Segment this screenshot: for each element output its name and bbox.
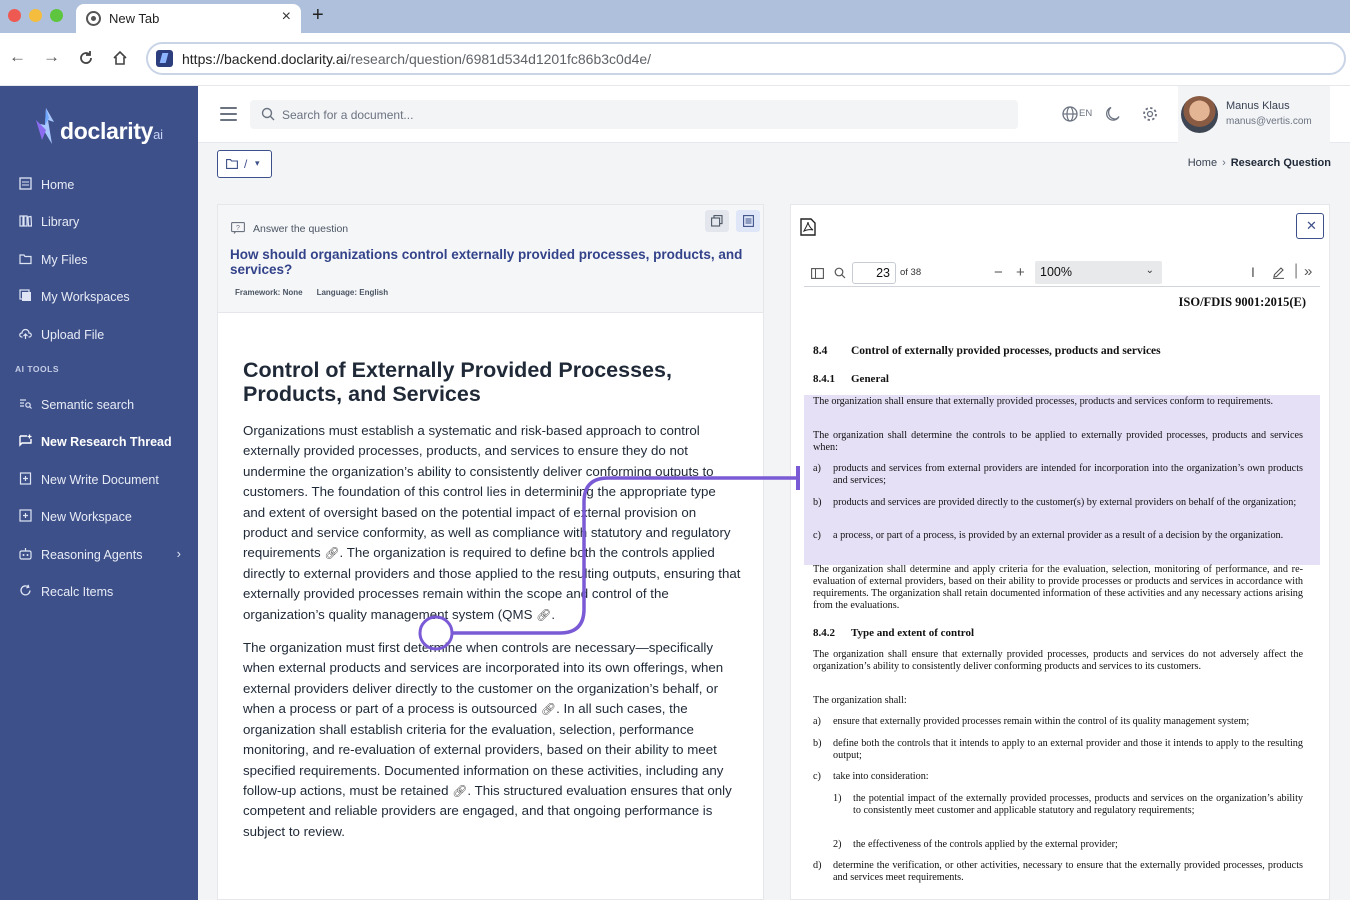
pen-icon[interactable] [1272,266,1285,279]
citation-link-icon[interactable]: 🔗︎ [452,783,468,798]
browser-nav-bar [0,33,1350,86]
sidebar-item-reasoning-agents[interactable]: Reasoning Agents › [19,544,189,570]
site-favicon [156,50,173,67]
question-title: How should organizations control externally provided processes, products, and services? [230,247,743,277]
pdf-toolbar: 23 of 38 − + 100% ⌄ I | » [804,261,1320,287]
browser-tab-bar [0,0,1350,33]
close-icon: ✕ [1306,218,1317,233]
text-cursor-icon[interactable]: I [1251,264,1255,280]
pdf-list-item: a) ensure that externally provided processes remain within the control of its quality management system; [813,716,1250,727]
question-header: ? Answer the question How should organizations control externally provided processes, products, and services? Framework: None Language: English [218,205,763,313]
pdf-list-item: 2) the effectiveness of the controls applied by the external provider; [833,839,1118,850]
sidebar: doclarityai Home Library My Files My Workspaces Upload File AI TOOLS Semantic search New Research Thread New Write Document New Workspace Reasoning Agents › Recalc Items [0,86,198,900]
pdf-document-id: ISO/FDIS 9001:2015(E) [1178,295,1306,309]
sidebar-item-home[interactable]: Home [19,174,189,200]
citation-link-icon[interactable]: 🔗︎ [536,607,552,622]
answer-title: Control of Externally Provided Processes, Products, and Services [243,358,672,406]
globe-icon[interactable] [1061,105,1079,123]
pdf-paragraph: The organization shall determine and apply criteria for the evaluation, selection, monitoring of performance, and re-evaluation of external providers, based on their ability to provide processes or products and services in accordance with requirements. The organization shall retain documented information of these activities and any necessary actions arising from the evaluations. [813,564,1303,611]
write-document-icon [19,472,32,485]
search-icon[interactable] [834,267,846,279]
home-browser-icon[interactable] [112,50,128,66]
recalc-icon [19,584,32,597]
sidebar-item-recalc-items[interactable]: Recalc Items [19,581,189,607]
gear-icon[interactable] [1141,105,1159,123]
answer-panel [217,204,764,900]
answer-paragraph: Organizations must establish a systematic and risk-based approach to control externally provided processes, products, and services to ensure they do not undermine the organization’s ability to consistently deliver conforming outputs to customers. The foundation of this control lies in determining the appropriate type and extent of oversight based on the potential impact of external provision on product and service conformity, as well as compliance with statutory and regulatory requirements 🔗︎. The organization is required to define both the controls applied directly to external providers and those applied to the resulting outputs, ensuring that externally provided processes remain within the scope and control of the organization’s quality management system (QMS 🔗︎. [243,421,741,625]
document-icon [743,215,754,227]
url-text[interactable]: https://backend.doclarity.ai/research/question/6981d534d1201fc86b3c0d4e/ [182,51,652,67]
pdf-list-item: b) products and services are provided directly to the customer(s) by external providers on behalf of the organization; [813,497,1297,508]
question-icon [231,222,245,234]
address-bar[interactable] [146,42,1346,75]
zoom-select[interactable]: 100% ⌄ [1035,261,1162,284]
pdf-heading: 8.4.1 General [813,373,889,385]
sidebar-item-new-write-document[interactable]: New Write Document [19,469,189,495]
question-meta: Framework: None Language: English [235,288,389,297]
pdf-file-icon [800,218,816,236]
maximize-window-button[interactable] [50,9,63,22]
close-window-button[interactable] [8,9,21,22]
pdf-page [804,291,1320,900]
pdf-heading: 8.4 Control of externally provided processes, products and services [813,345,1161,357]
pdf-list-item: c) take into consideration: [813,771,929,782]
breadcrumb: Home › Research Question [1187,157,1331,169]
sidebar-item-my-workspaces[interactable]: My Workspaces [19,286,189,312]
chevron-down-icon: ⌄ [1145,265,1154,276]
pdf-viewer-panel [790,204,1330,900]
sidebar-item-library[interactable]: Library [19,211,189,237]
home-icon [19,177,32,190]
ai-tools-section-label: AI TOOLS [15,364,59,374]
semantic-search-icon [19,397,32,410]
app-header [198,86,1350,143]
page-count: of 38 [900,267,922,278]
copy-icon [711,215,723,227]
folder-path-select[interactable]: / ▾ [217,150,272,178]
reload-icon[interactable] [78,50,94,66]
forward-arrow-icon[interactable]: → [43,47,60,66]
logo-mark-icon [32,106,58,146]
workspaces-icon [19,289,32,302]
user-profile[interactable]: Manus Klaus manus@vertis.com [1178,86,1330,143]
chevron-down-icon: ▾ [255,158,260,168]
close-pdf-button[interactable] [1296,213,1324,239]
more-tools-icon[interactable]: » [1304,263,1313,280]
pdf-paragraph: The organization shall determine the controls to be applied to externally provided processes, products and services when: [813,430,1303,453]
sidebar-item-my-files[interactable]: My Files [19,249,189,275]
breadcrumb-home[interactable]: Home [1187,157,1218,169]
pdf-list-item: b) define both the controls that it intends to apply to an external provider and those it intends to apply to the resulting output; [813,738,1303,761]
pdf-list-item: d) determine the verification, or other activities, necessary to ensure that the externally provided processes, products and services meet requirements. [813,860,1303,883]
pdf-heading: 8.4.2 Type and extent of control [813,627,975,639]
language-code[interactable]: EN [1079,108,1093,119]
moon-icon[interactable] [1104,105,1122,123]
pdf-list-item: c) a process, or part of a process, is provided by an external provider as a result of a decision by the organization. [813,530,1284,541]
page-number-input[interactable]: 23 [852,262,896,284]
back-arrow-icon[interactable]: ← [9,47,26,66]
sidebar-item-upload-file[interactable]: Upload File [19,324,189,350]
menu-toggle-icon[interactable] [220,107,237,121]
sidebar-item-new-workspace[interactable]: New Workspace [19,506,189,532]
folder-icon [19,252,32,265]
sidebar-item-semantic-search[interactable]: Semantic search [19,394,189,420]
minimize-window-button[interactable] [29,9,42,22]
pdf-paragraph: The organization shall ensure that externally provided processes, products and services do not adversely affect the organization’s ability to consistently deliver conforming products and services to its customers. [813,649,1303,672]
document-search-input[interactable]: Search for a document... [250,100,1018,129]
chevron-right-icon: › [176,546,181,561]
answer-body [243,421,741,855]
library-icon [19,214,32,227]
chrome-icon [86,11,101,26]
agents-icon [19,547,32,560]
new-tab-button[interactable]: + [312,4,324,26]
folder-icon [226,159,238,169]
tab-close-button[interactable]: × [281,8,291,25]
copy-button[interactable] [705,210,729,232]
sidebar-toggle-icon[interactable] [811,268,824,279]
pdf-list-item: 1) the potential impact of the externally provided processes, products and services on the organization’s ability to consistently meet customer and applicable statutory and regulatory requirements; [833,793,1303,816]
citation-link-icon[interactable]: 🔗︎ [324,546,340,561]
svg-text:?: ? [236,225,240,232]
search-icon [261,107,275,121]
zoom-in-icon[interactable]: + [1016,264,1025,281]
tab-title: New Tab [109,11,160,26]
pdf-paragraph: The organization shall: [813,695,907,706]
upload-icon [19,327,32,340]
avatar [1181,96,1218,133]
new-workspace-icon [19,509,32,522]
answer-paragraph: The organization must first determine when controls are necessary—specifically when external products and services are incorporated into its own offerings, when external providers deliver directly to the customer on the organization’s behalf, or when a process or part of a process is outsourced 🔗︎. In all such cases, the organization shall establish criteria for the evaluation, selection, performance monitoring, and re-evaluation of external providers, based on their ability to meet specified requirements. Documented information on these activities, including any follow-up actions, must be retained 🔗︎. This structured evaluation ensures that only competent and reliable providers are engaged, and that ongoing performance is subject to review. [243,640,732,839]
pdf-paragraph: The organization shall ensure that externally provided processes, products and services conform to requirements. [813,396,1274,407]
sidebar-item-new-research-thread[interactable]: New Research Thread [19,431,189,457]
breadcrumb-current: Research Question [1230,157,1331,169]
pdf-list-item: a) products and services from external providers are intended for incorporation into the organization’s own products and services; [813,463,1303,486]
zoom-out-icon[interactable]: − [994,264,1003,281]
citation-link-icon[interactable]: 🔗︎ [540,702,557,717]
browser-tab[interactable] [76,4,301,33]
research-thread-icon [19,434,32,447]
document-view-button[interactable] [736,210,760,232]
